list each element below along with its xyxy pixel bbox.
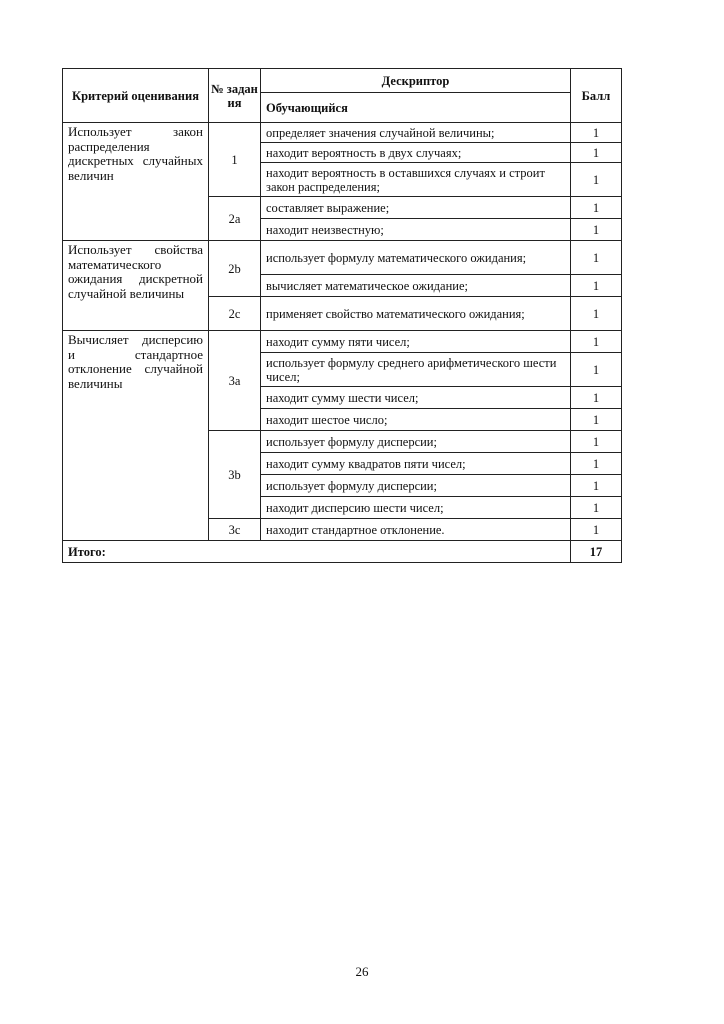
descriptor-cell: определяет значения случайной величины; (261, 123, 571, 143)
score-cell: 1 (571, 241, 622, 275)
descriptor-cell: находит вероятность в оставшихся случаях и строит закон распределения; (261, 163, 571, 197)
descriptor-cell: использует формулу среднего арифметического шести чисел; (261, 353, 571, 387)
descriptor-cell: составляет выражение; (261, 197, 571, 219)
task-number: 2b (209, 241, 261, 297)
descriptor-cell: находит дисперсию шести чисел; (261, 497, 571, 519)
total-row (63, 541, 622, 563)
descriptor-cell: использует формулу дисперсии; (261, 475, 571, 497)
criterion-cell: Использует закон распределения дискретных случайных величин (63, 123, 209, 241)
descriptor-cell: применяет свойство математического ожидания; (261, 297, 571, 331)
score-cell: 1 (571, 387, 622, 409)
header-row (63, 69, 622, 93)
criterion-cell: Использует свойства математического ожидания дискретной случайной величины (63, 241, 209, 331)
page-number: 26 (355, 964, 369, 979)
score-cell: 1 (571, 497, 622, 519)
score-cell: 1 (571, 475, 622, 497)
descriptor-cell: находит сумму квадратов пяти чисел; (261, 453, 571, 475)
descriptor-cell: вычисляет математическое ожидание; (261, 275, 571, 297)
score-cell: 1 (571, 331, 622, 353)
score-cell: 1 (571, 219, 622, 241)
score-cell: 1 (571, 143, 622, 163)
score-cell: 1 (571, 123, 622, 143)
descriptor-cell: использует формулу математического ожидания; (261, 241, 571, 275)
table-row (63, 331, 622, 353)
score-cell: 1 (571, 353, 622, 387)
header-criterion: Критерий оценивания (63, 69, 209, 123)
score-cell: 1 (571, 431, 622, 453)
header-descriptor: Дескриптор (261, 69, 571, 93)
descriptor-cell: находит стандартное отклонение. (261, 519, 571, 541)
header-score: Балл (571, 69, 622, 123)
descriptor-cell: находит вероятность в двух случаях; (261, 143, 571, 163)
descriptor-cell: использует формулу дисперсии; (261, 431, 571, 453)
table-row (63, 123, 622, 143)
score-cell: 1 (571, 197, 622, 219)
score-cell: 1 (571, 409, 622, 431)
descriptor-cell: находит сумму пяти чисел; (261, 331, 571, 353)
total-score: 17 (571, 541, 622, 563)
task-number: 1 (209, 123, 261, 197)
score-cell: 1 (571, 519, 622, 541)
criterion-cell: Вычисляет дисперсию и стандартное отклонение случайной величины (63, 331, 209, 541)
header-task-no: № задан ия (209, 69, 261, 123)
descriptor-cell: находит неизвестную; (261, 219, 571, 241)
descriptor-cell: находит шестое число; (261, 409, 571, 431)
score-cell: 1 (571, 163, 622, 197)
score-cell: 1 (571, 297, 622, 331)
task-number: 3b (209, 431, 261, 519)
header-learner: Обучающийся (261, 93, 571, 123)
rubric-table (62, 68, 622, 563)
task-number: 2a (209, 197, 261, 241)
table-row (63, 241, 622, 275)
total-label: Итого: (63, 541, 571, 563)
task-number: 3c (209, 519, 261, 541)
descriptor-cell: находит сумму шести чисел; (261, 387, 571, 409)
score-cell: 1 (571, 275, 622, 297)
score-cell: 1 (571, 453, 622, 475)
task-number: 3a (209, 331, 261, 431)
task-number: 2c (209, 297, 261, 331)
